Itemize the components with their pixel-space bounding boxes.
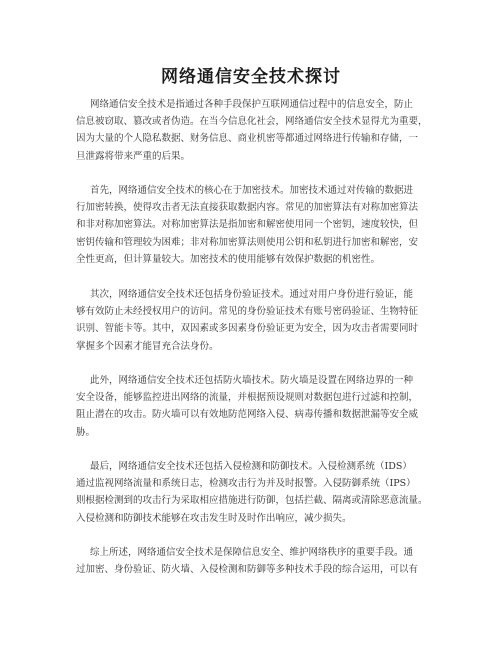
text-line: 识别、智能卡等。其中，双因素或多因素身份验证更为安全，因为攻击者需要同时: [76, 323, 419, 335]
text-line: 因为大量的个人隐私数据、财务信息、商业机密等都通过网络进行传输和存储，一: [76, 133, 419, 145]
text-line: 首先，网络通信安全技术的核心在于加密技术。加密技术通过对传输的数据进: [90, 185, 414, 196]
text-line: 阻止潜在的攻击。防火墙可以有效地防范网络入侵、病毒传播和数据泄漏等安全威: [76, 409, 419, 421]
text-line: 最后，网络通信安全技术还包括入侵检测和防御技术。入侵检测系统（IDS）: [90, 461, 412, 472]
text-line: 和非对称加密算法。对称加密算法是指加密和解密使用同一个密钥，速度较快，但: [76, 219, 419, 231]
text-line: 够有效防止未经授权用户的访问。常见的身份验证技术有账号密码验证、生物特征: [76, 306, 419, 318]
text-line: 其次，网络通信安全技术还包括身份验证技术。通过对用户身份进行验证，能: [90, 289, 414, 300]
text-line: 综上所述，网络通信安全技术是保障信息安全、维护网络秩序的重要手段。通: [90, 547, 414, 558]
text-line: 网络通信安全技术是指通过各种手段保护互联网通信过程中的信息安全，防止: [90, 99, 414, 110]
text-line: 则根据检测到的攻击行为采取相应措施进行防御，包括拦截、隔离或清除恶意流量。: [76, 495, 428, 507]
text-line: 行加密转换，使得攻击者无法直接获取数据内容。常见的加密算法有对称加密算法: [76, 202, 419, 214]
paragraph-firewall: [76, 372, 436, 441]
text-line: 胁。: [76, 426, 96, 438]
text-line: 密钥传输和管理较为困难；非对称加密算法则使用公钥和私钥进行加密和解密，安: [76, 236, 419, 248]
paragraph-encryption: [76, 182, 436, 268]
text-line: 此外，网络通信安全技术还包括防火墙技术。防火墙是设置在网络边界的一种: [90, 375, 414, 386]
text-line: 全性更高，但计算量较大。加密技术的使用能够有效保护数据的机密性。: [76, 253, 381, 265]
text-line: 信息被窃取、篡改或者伪造。在当今信息化社会，网络通信安全技术显得尤为重要，: [76, 116, 428, 128]
paragraph-intrusion-detection: [76, 458, 436, 527]
text-line: 入侵检测和防御技术能够在攻击发生时及时作出响应，减少损失。: [76, 512, 352, 524]
document-title: 网络通信安全技术探讨: [161, 67, 341, 87]
paragraph-authentication: [76, 286, 436, 355]
text-line: 旦泄露将带来严重的后果。: [76, 150, 191, 162]
text-line: 掌握多个因素才能冒充合法身份。: [76, 340, 219, 352]
paragraph-conclusion: [76, 544, 436, 578]
text-line: 过加密、身份验证、防火墙、入侵检测和防御等多种技术手段的综合运用，可以有: [76, 564, 419, 576]
text-line: 通过监视网络流量和系统日志，检测攻击行为并及时报警。入侵防御系统（IPS）: [76, 478, 416, 490]
text-line: 安全设备，能够监控进出网络的流量，并根据预设规则对数据包进行过滤和控制，: [76, 392, 419, 404]
paragraph-intro: [76, 96, 436, 165]
